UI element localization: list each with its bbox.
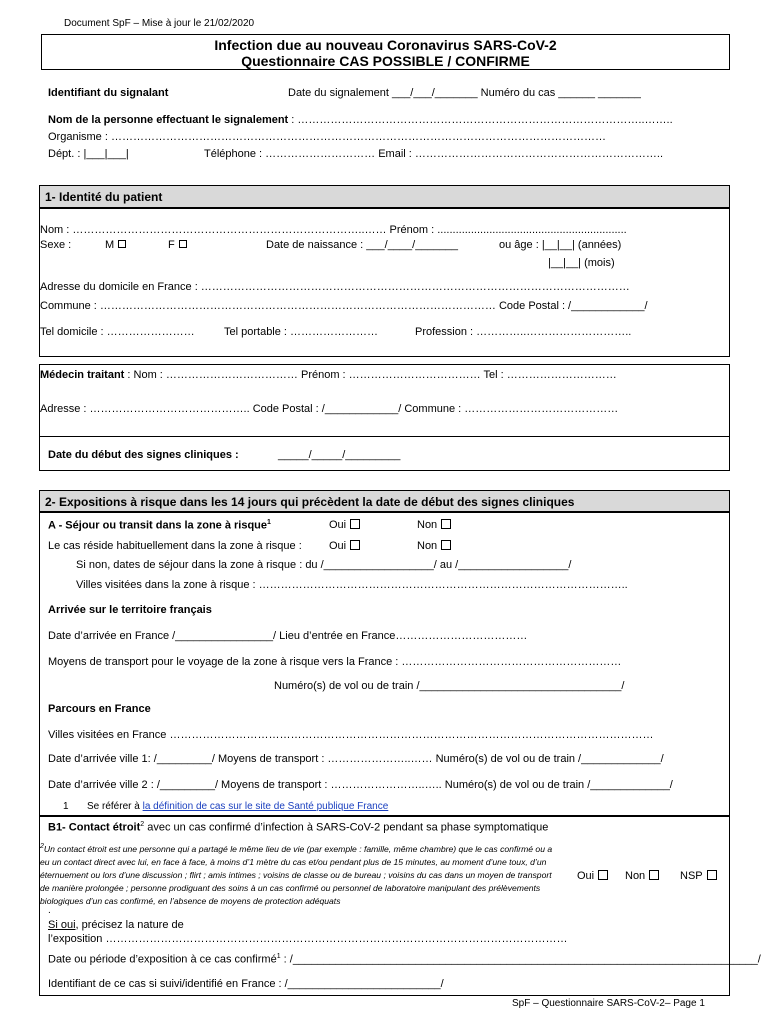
contact-oui-option[interactable]: Oui xyxy=(577,870,608,882)
arrivee-title: Arrivée sur le territoire français xyxy=(48,604,212,616)
sejour-oui-checkbox[interactable] xyxy=(350,519,360,529)
contact-title: B1- Contact étroit$^2$ avec un cas confirmé d’infection à SARS-CoV-2 pendant sa phase symptomatique xyxy=(48,821,549,834)
title-line-2: Questionnaire CAS POSSIBLE / CONFIRME xyxy=(241,53,530,69)
definition-link[interactable]: la définition de cas sur le site de Santé publique France xyxy=(142,801,389,812)
symptom-onset-date-field[interactable]: _____/_____/_________ xyxy=(278,449,401,461)
signalement-date-field[interactable]: Date du signalement ___/___/_______ Numéro du cas ______ _______ xyxy=(288,87,641,99)
birthdate-field[interactable]: Date de naissance : ___/____/_______ xyxy=(266,239,459,251)
identifiant-cas-field[interactable]: Identifiant de ce cas si suivi/identifié en France : /_________________________/ xyxy=(48,978,444,990)
tel-domicile-field[interactable]: Tel domicile : …………………… xyxy=(40,326,195,338)
date-exposition-field[interactable]: Date ou période d’exposition à ce cas confirmé$^1$ : /____________________________________________________________________________/ xyxy=(48,953,761,966)
sejour-dates-field[interactable]: Si non, dates de séjour dans la zone à risque : du /__________________/ au /__________________/ xyxy=(76,559,572,571)
sejour-non-checkbox[interactable] xyxy=(441,519,451,529)
villes-france-field[interactable]: Villes visitées en France …………………………………………………………………………………………………………………… xyxy=(48,729,654,741)
tel-portable-field[interactable]: Tel portable : …………………… xyxy=(224,326,379,338)
sexe-m-option[interactable] xyxy=(105,239,126,251)
si-oui-label: Si oui, précisez la nature de xyxy=(48,919,184,931)
dot-mark: . xyxy=(48,905,51,916)
patient-name-field[interactable]: Nom : ……………………………………………………………………..…… Prénom : .............................................................. xyxy=(40,224,627,236)
sexe-f-option[interactable] xyxy=(168,239,187,251)
symptom-onset-label: Date du début des signes cliniques : xyxy=(48,449,239,461)
sexe-f-label: F xyxy=(168,239,175,251)
reside-label: Le cas réside habituellement dans la zone à risque : xyxy=(48,540,302,552)
sexe-m-checkbox[interactable] xyxy=(118,240,126,248)
sejour-oui-option[interactable]: Oui xyxy=(329,519,360,531)
sexe-label: Sexe : xyxy=(40,239,72,251)
reside-oui-option[interactable]: Oui xyxy=(329,540,360,552)
ville-1-field[interactable]: Date d’arrivée ville 1: /_________/ Moyens de transport : …………………..…… Numéro(s) de vol ou de train /_____________/ xyxy=(48,753,664,765)
contact-oui-checkbox[interactable] xyxy=(598,870,608,880)
title-line-1: Infection due au nouveau Coronavirus SARS-CoV-2 xyxy=(214,37,557,53)
document-version: Document SpF – Mise à jour le 21/02/2020 xyxy=(64,18,255,29)
sexe-m-label: M xyxy=(105,239,115,251)
age-years-field[interactable]: ou âge : |__|__| (années) xyxy=(499,239,622,251)
contact-non-checkbox[interactable] xyxy=(649,870,659,880)
sejour-non-option[interactable]: Non xyxy=(417,519,451,531)
telephone-email-field[interactable]: Téléphone : ………………………… Email : ………………………………………………………….. xyxy=(204,148,663,160)
organisme-field[interactable]: Organisme : ……………………………………………………………………………………………………………………… xyxy=(48,131,606,143)
villes-zone-field[interactable]: Villes visitées dans la zone à risque : ……………………………………………………………………………………….. xyxy=(76,579,628,591)
sejour-label: A - Séjour ou transit dans la zone à risque$^1$ xyxy=(48,519,271,532)
reside-oui-checkbox[interactable] xyxy=(350,540,360,550)
parcours-title: Parcours en France xyxy=(48,703,151,715)
reside-non-option[interactable]: Non xyxy=(417,540,451,552)
section-1-title: 1- Identité du patient xyxy=(45,190,163,204)
age-months-field[interactable]: |__|__| (mois) xyxy=(548,257,615,269)
signalant-name-field[interactable]: Nom de la personne effectuant le signalement : …………………………………………………………………………………..…….. xyxy=(48,114,673,126)
medecin-address-field[interactable]: Adresse : …………………………………….. Code Postal : /____________/ Commune : …………………………………… xyxy=(40,403,619,415)
commune-field[interactable]: Commune : ……………………………………………………………………………………………… Code Postal : /____________/ xyxy=(40,300,648,312)
transport-field[interactable]: Moyens de transport pour le voyage de la zone à risque vers la France : …………………………………………………… xyxy=(48,656,622,668)
footnote-2: $^2$Un contact étroit est une personne qui a partagé le même lieu de vie (par exemple : famille, même chambre) que le cas confirmé ou a eu un contact direct avec lui, en face à face, à moins d’1 mètre du cas et/ou pendant plus de 15 minutes, au moment d’une toux, d’un éternuement ou lors d’une discussion ; flirt ; amis intimes ; voisins de classe ou de bureau ; voisins du cas dans un moyen de transport de manière prolongée ; personne prodiguant des soins à un cas confirmé ou personnel de laboratoire manipulant des prélèvements biologiques d’un cas confirmé, en l’absence de moyens de protection adéquats xyxy=(40,843,553,906)
reside-non-checkbox[interactable] xyxy=(441,540,451,550)
address-field[interactable]: Adresse du domicile en France : ……………………………………………………………………………………………………… xyxy=(40,281,630,293)
section-1-header xyxy=(39,185,730,208)
arrivee-date-field[interactable]: Date d’arrivée en France /________________/ Lieu d’entrée en France……………………………… xyxy=(48,630,528,642)
dept-field[interactable]: Dépt. : |___|___| xyxy=(48,148,129,160)
signalant-name-label: Nom de la personne effectuant le signalement xyxy=(48,114,289,126)
signalant-id-label: Identifiant du signalant xyxy=(48,87,169,99)
contact-non-option[interactable]: Non xyxy=(625,870,659,882)
ville-2-field[interactable]: Date d’arrivée ville 2 : /_________/ Moyens de transport : ……………………..….. Numéro(s) de vol ou de train /_____________/ xyxy=(48,779,673,791)
section-2-title: 2- Expositions à risque dans les 14 jours qui précèdent la date de début des signes cliniques xyxy=(45,495,575,509)
title-box xyxy=(41,34,730,70)
vol-number-field[interactable]: Numéro(s) de vol ou de train /_________________________________/ xyxy=(274,680,625,692)
profession-field[interactable]: Profession : …………..……………………….. xyxy=(415,326,632,338)
section-2-header xyxy=(39,490,730,512)
exposition-field[interactable]: l’exposition ……………………………………………………………………………………………………………… xyxy=(48,933,568,945)
footnote-1-text: Se référer à la définition de cas sur le site de Santé publique France xyxy=(87,801,389,812)
contact-nsp-option[interactable]: NSP xyxy=(680,870,717,882)
contact-nsp-checkbox[interactable] xyxy=(707,870,717,880)
medecin-label: Médecin traitant xyxy=(40,369,125,381)
medecin-line[interactable]: Médecin traitant : Nom : ……………………………… Prénom : ……………………………… Tel : ………………………… xyxy=(40,369,617,381)
footnote-1-number: 1 xyxy=(63,801,69,812)
page-footer: SpF – Questionnaire SARS-CoV-2– Page 1 xyxy=(512,998,705,1009)
sexe-f-checkbox[interactable] xyxy=(179,240,187,248)
